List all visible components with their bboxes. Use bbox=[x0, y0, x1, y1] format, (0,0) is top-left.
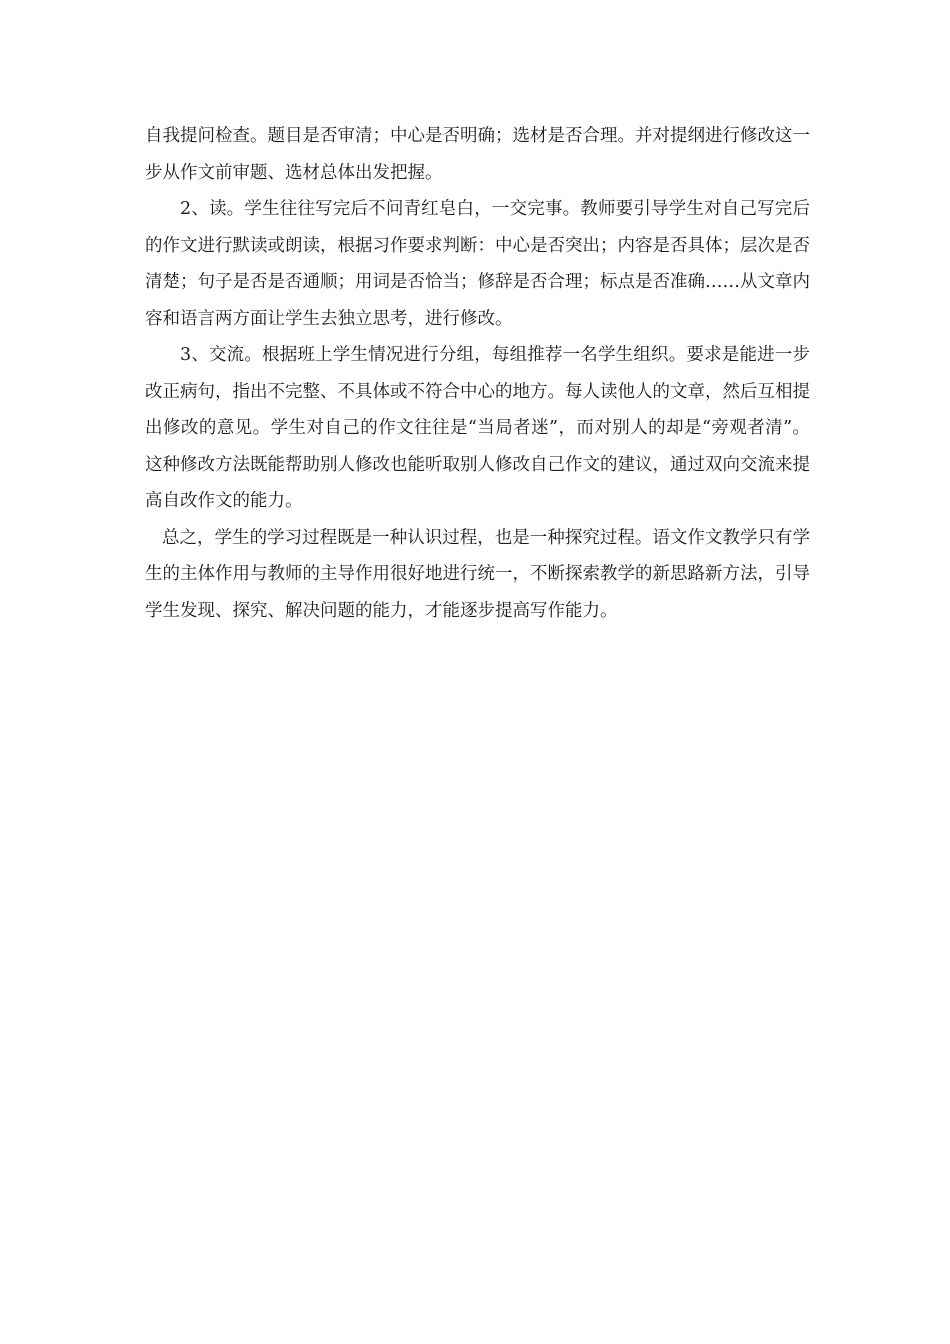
paragraph-read: 2、读。学生往往写完后不问青红皂白，一交完事。教师要引导学生对自己写完后的作文进行默读或朗读，根据习作要求判断：中心是否突出；内容是否具体；层次是否清楚；句子是否是否通顺；用词是否恰当；修辞是否合理；标点是否准确……从文章内容和语言两方面让学生去独立思考，进行修改。 bbox=[145, 199, 810, 329]
paragraph-exchange: 3、交流。根据班上学生情况进行分组，每组推荐一名学生组织。要求是能进一步改正病句，指出不完整、不具体或不符合中心的地方。每人读他人的文章，然后互相提出修改的意见。学生对自己的作文往往是“当局者迷”，而对别人的却是“旁观者清”。这种修改方法既能帮助别人修改也能听取别人修改自己作文的建议，通过双向交流来提高自改作文的能力。 bbox=[145, 345, 810, 511]
document-body bbox=[145, 118, 810, 629]
paragraph-conclusion: 总之，学生的学习过程既是一种认识过程，也是一种探究过程。语文作文教学只有学生的主体作用与教师的主导作用很好地进行统一，不断探索教学的新思路新方法，引导学生发现、探究、解决问题的能力，才能逐步提高写作能力。 bbox=[145, 527, 810, 621]
paragraph-self-check: 自我提问检查。题目是否审清；中心是否明确；选材是否合理。并对提纲进行修改这一步从作文前审题、选材总体出发把握。 bbox=[145, 126, 810, 183]
